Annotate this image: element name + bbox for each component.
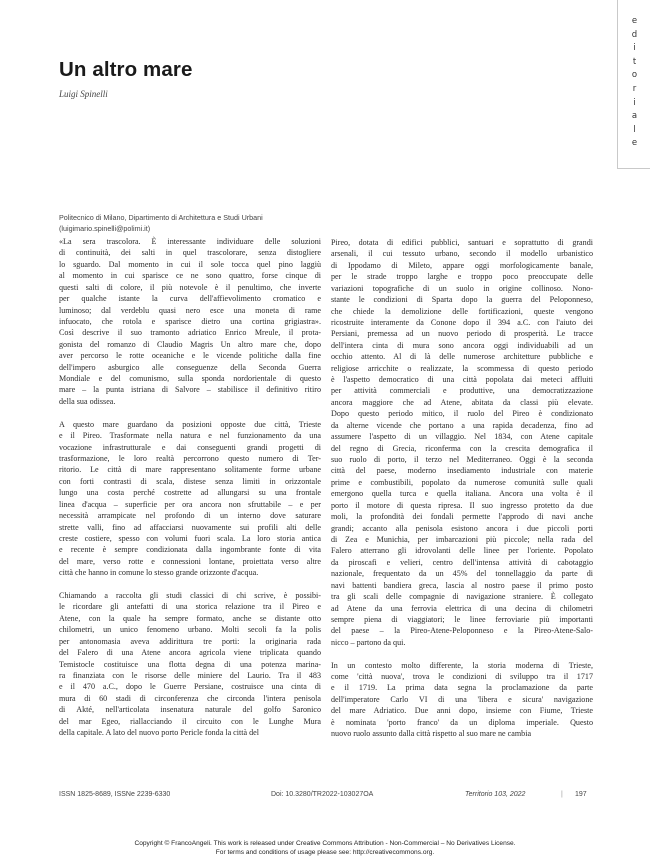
text-line: occhio attento. Al di là delle numerose architetture pubbliche e (331, 352, 593, 362)
affiliation-institution: Politecnico di Milano, Dipartimento di Architettura e Studi Urbani (59, 213, 263, 222)
text-line: questi salti di colore, il più notevole è il penultimo, che inverte (59, 282, 321, 292)
paragraph (59, 419, 321, 579)
text-line: da piroscafi e velieri, centro dell'intensa attività di cabotaggio (331, 557, 593, 567)
paragraph (59, 590, 321, 738)
text-line: di continuità, dei salti in quel trascolorare, senza distogliere (59, 248, 321, 258)
text-line: assumere l'aspetto di un villaggio. Nel 1834, con Atene capitale (331, 432, 593, 442)
text-line: da alterne vicende che portano a una rapida decadenza, fino ad (331, 420, 593, 430)
text-line: suo ruolo di porto, il terzo nel Mediterraneo. Oggi è la seconda (331, 455, 593, 465)
text-line: A questo mare guardano da posizioni opposte due città, Trieste (59, 419, 321, 429)
text-line: per qualche istante la curva dell'affievolimento cromatico e (59, 294, 321, 304)
text-line: del Falero di una Atene ancora agricola viene triplicata quando (59, 648, 321, 658)
text-line: mura di 60 stadi di circonferenza che circonda l'intera penisola (59, 693, 321, 703)
text-line: lungo una costa perché costrette ad allungarsi su una frontale (59, 488, 321, 498)
text-line: chilometri, un unico fenomeno urbano. Molti secoli fa la polis (59, 625, 321, 635)
text-line: ad Atene da una ferrovia elettrica di una decina di chilometri (331, 603, 593, 613)
text-line: le ricordare gli antefatti di una storica relazione tra il Pireo e (59, 602, 321, 612)
text-line: lo sguardo. Dal momento in cui il sole tocca quel pino laggiù (59, 259, 321, 269)
text-line: nicco – partono da qui. (331, 637, 406, 647)
text-line: del mare Adriatico. Due anni dopo, insieme con Fiume, Trieste (331, 706, 593, 716)
text-line: per attività commerciali e produttive, una democratizzazione (331, 386, 593, 396)
copyright-line-terms[interactable]: For terms and conditions of usage please see: http://creativecommons.org. (215, 849, 435, 857)
text-line: tra gli scali delle compagnie di navigazione straniere. È collegato (331, 592, 593, 602)
text-line: come 'città nuova', trova le condizioni di sviluppo tra il 1717 (331, 672, 593, 681)
text-line: città del paese, moderno insediamento industriale con materie (331, 466, 593, 476)
text-line: «La sera trascolora. È interessante individuare delle soluzioni (59, 237, 321, 246)
text-line: creste costiere, spesso con volumi fuori scala. La loro storia antica (59, 533, 321, 543)
footer-separator: | (561, 791, 563, 798)
paragraph (331, 237, 593, 648)
text-line: e il 1719. La prima data segna la proclamazione da parte (331, 683, 593, 693)
text-line: stante le condizioni di Sparta dopo la guerra del Peloponneso, (331, 295, 593, 305)
text-line: e recente è sempre condizionata dalla ingombrante fonte di vita (59, 545, 321, 555)
affiliation-email[interactable]: (luigimario.spinelli@polimi.it) (59, 224, 151, 233)
text-line: con forti contrasti di scala, distese senza limiti in orizzontale (59, 476, 321, 486)
text-line: del paese – la Pireo-Atene-Peloponneso e la Pireo-Atene-Salo- (331, 626, 593, 636)
body-column-left (59, 236, 321, 750)
text-line: nuovo ruolo assunto dalla città rispetto al suo mare ne cambia (331, 729, 532, 739)
tab-letter: d (631, 29, 638, 40)
text-line: ra finanziata con le risorse delle miniere del Laurio. Tra il 483 (59, 670, 321, 680)
text-line: infuocato, che rotola e sparisce dietro una cortina grigiastra». (59, 316, 321, 326)
text-line: necessità arrampicate nel profondo di un interno dove saturare (59, 511, 321, 521)
text-line: trasformazione, le loro realtà percorrono questo numero di Ter- (59, 453, 321, 463)
text-line: emergono quella turca e quella italiana. Ancora una volta è il (331, 489, 593, 499)
text-line: che chiede la demolizione delle fortificazioni, queste vengono (331, 306, 593, 316)
text-line: ancora maggiore che ad Atene, abitata da classi più elevate. (331, 397, 593, 407)
text-line: Dopo questo periodo mitico, il ruolo del Pireo è condizionato (331, 409, 593, 419)
tab-letter: e (631, 16, 638, 26)
tab-letter: i (633, 97, 636, 108)
text-line: di Akté, nell'articolata insenatura naturale del golfo Saronico (59, 705, 321, 715)
tab-letter: l (633, 124, 636, 135)
text-line: Chiamando a raccolta gli studi classici di chi scrive, è possibi- (59, 591, 321, 601)
text-line: aver percorso le rotte oceaniche e le vicende politiche dalla fine (59, 351, 321, 361)
text-line: Mondiale e del comunismo, sulla sponda nordorientale di questo (59, 374, 321, 384)
text-line: strette valli, fino ad affacciarsi nuovamente sui profili alti delle (59, 522, 321, 532)
text-line: ricostruite interamente da Conone dopo il 394 a.C. con l'aiuto dei (331, 317, 593, 327)
text-line: del mare, verso rotte e connessioni lontane, proiettata verso altre (59, 556, 321, 566)
tab-letter: a (631, 111, 638, 122)
text-line: ritorio. Le città di mare rappresentano solitamente forme urbane (59, 465, 321, 475)
text-line: è nominata 'porto franco' da un diploma imperiale. Questo (331, 717, 593, 727)
footer-issn: ISSN 1825-8689, ISSNe 2239-6330 (59, 791, 171, 798)
text-line: porto il motore di questa ripresa. Il suo ingresso protetto da due (331, 500, 593, 510)
text-line: dell'imperatore Carlo VI di una 'libera e sicura' navigazione (331, 694, 593, 704)
text-line: della capitale. A lato del nuovo porto Pericle fonda la città del (59, 728, 260, 738)
text-line: sempre piena di viaggiatori; le linee ferroviarie più importanti (331, 614, 593, 624)
footer-journal: Territorio 103, 2022 (465, 791, 526, 798)
text-line: gonista del romanzo di Claudio Magris Un altro mare che, dopo (59, 339, 321, 349)
text-line: luminoso; dal verdeblu quasi nero esce una moneta di rame (59, 305, 321, 315)
text-line: Persiani, premessa ad un nuovo periodo di prosperità. Le tracce (331, 329, 593, 339)
text-line: variazioni topografiche di un suolo in origine collinoso. Nono- (331, 283, 593, 293)
tab-letter: i (633, 43, 636, 54)
text-line: dell'intera cinta di mura sono ancora oggi individuabili ad un (331, 340, 593, 350)
copyright-notice (0, 839, 650, 857)
body-column-right (331, 237, 593, 751)
text-line: mare – la punta istriana di Salvore – stabilisce il definitivo ritiro (59, 385, 321, 395)
tab-letter: e (631, 138, 638, 149)
text-line: per le strade troppo larghe e troppo poco preoccupate delle (331, 272, 593, 282)
text-line: Pireo, dotata di edifici pubblici, santuari e soprattutto di grandi (331, 238, 593, 247)
text-line: navi battenti bandiera greca, lascia al nostro paese il primo posto (331, 580, 593, 590)
text-line: per antonomasia aveva addirittura tre porti: la originaria rada (59, 636, 321, 646)
author-affiliation (59, 212, 359, 234)
text-line: Falero atterrano gli idrovolanti delle linee per l'oriente. Popolato (331, 546, 593, 556)
tab-letter: t (632, 56, 637, 67)
copyright-line-license: Copyright © FrancoAngeli. This work is released under Creative Commons Attribution - Non-Commercial – No Derivatives License. (134, 840, 516, 847)
text-line: vocazione infrastrutturale e dai conseguenti grandi progetti di (59, 442, 321, 452)
text-line: arsenali, il cui tessuto urbano, secondo il modello urbanistico (331, 249, 593, 259)
text-line: e il 470 a.C., dopo le Guerre Persiane, costruisce una cinta di (59, 682, 321, 692)
section-tab-editoriale (617, 0, 650, 169)
text-line: moli, la profondità dei fondali permette l'approdo di navi anche (331, 512, 593, 522)
text-line: di Ippodamo di Mileto, appare oggi morfologicamente banale, (331, 260, 593, 270)
tab-letter: o (631, 70, 638, 81)
text-line: Così descrive il suo tramonto adriatico Enrico Mreule, il prota- (59, 328, 321, 338)
footer-page-number: 197 (575, 791, 587, 798)
footer-doi[interactable]: Doi: 10.3280/TR2022-103027OA (271, 791, 374, 798)
text-line: grandi; accanto alla penisola esistono ancora i due piccoli porti (331, 523, 593, 533)
text-line: e il Pireo. Trasformate nella natura e nel funzionamento da una (59, 431, 321, 441)
text-line: del regno di Grecia, riconferma con la crescita demografica il (331, 443, 593, 453)
text-line: è l'aspetto democratico di una città popolata dai meteci affluiti (331, 375, 593, 385)
text-line: prime e combustibili, popolato da numerose comunità sulle quali (331, 477, 593, 487)
text-line: Atene, con la quale ha sempre formato, anche se distante otto (59, 613, 321, 623)
text-line: Temistocle costituisce una flotta degna di una potenza marina- (59, 659, 321, 669)
text-line: nazionale, frequentato da un 45% del tonnellaggio da parte di (331, 569, 593, 579)
author-name: Luigi Spinelli (59, 89, 108, 99)
text-line: religiose arricchite o realizzate, la scommessa di questo periodo (331, 363, 593, 373)
text-line: di Zea e Munichia, per imbarcazioni più piccole; nella rada del (331, 534, 593, 544)
text-line: al momento in cui sparisce ce ne sono quattro, forse cinque di (59, 271, 321, 281)
paragraph (331, 660, 593, 740)
text-line: linea d'acqua – superficie per ora ancora non sfruttabile – e per (59, 499, 321, 509)
tab-letter: r (632, 84, 637, 94)
text-line: del mar Egeo, riallacciando il circuito con le Lunghe Mura (59, 716, 321, 726)
text-line: dell'impero asburgico alle conseguenze della Seconda Guerra (59, 362, 321, 372)
text-line: In un contesto molto differente, la storia moderna di Trieste, (331, 660, 593, 670)
text-line: della sua odissea. (59, 396, 116, 406)
text-line: città che hanno in comune lo stesso grande orizzonte d'acqua. (59, 568, 259, 578)
article-title: Un altro mare (59, 58, 193, 81)
paragraph (59, 236, 321, 407)
